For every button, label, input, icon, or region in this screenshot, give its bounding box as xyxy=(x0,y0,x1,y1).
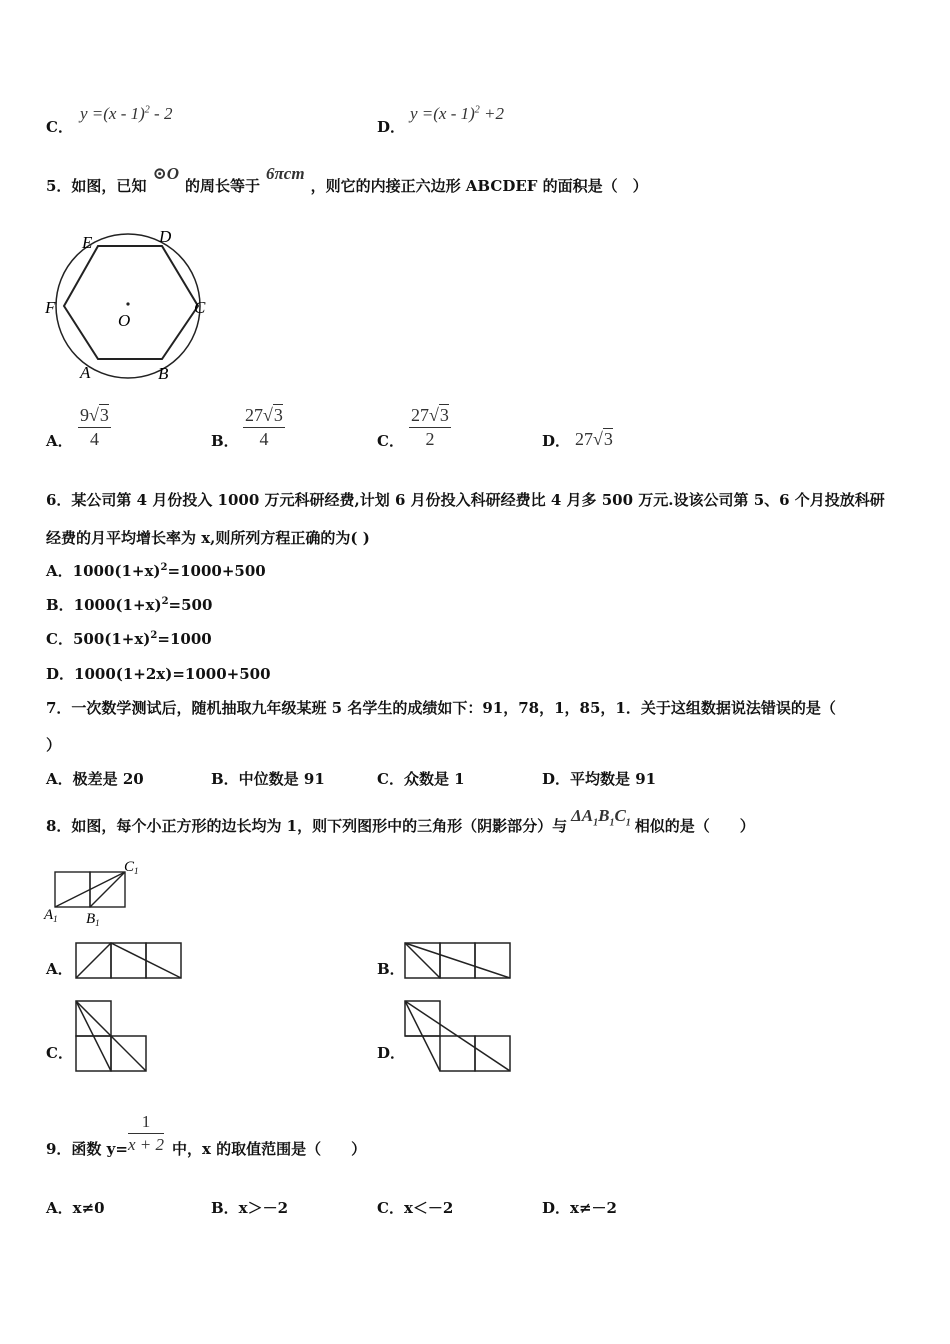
q5-option-b-label: B． xyxy=(211,432,239,450)
q5-perimeter: 6πcm xyxy=(266,164,305,183)
q8-ref-label-a1: $A_1$ xyxy=(44,907,58,924)
q9-stem-post: 中，x 的取值范围是（ ） xyxy=(172,1140,367,1158)
hex-label-a: A xyxy=(80,363,91,382)
q7-stem-line2: ） xyxy=(46,736,62,754)
q8-option-a-label: A． xyxy=(46,960,73,978)
q6-stem-line2: 经费的月平均增长率为 x,则所列方程正确的为( ) xyxy=(46,529,370,547)
hex-label-d: D xyxy=(159,227,172,246)
q5-option-c-value: 27√3 2 xyxy=(411,405,449,449)
q8-ref-label-b1: $B_1$ xyxy=(86,911,100,928)
q8-reference-figure xyxy=(44,857,154,927)
q8-option-a-figure xyxy=(74,941,186,979)
q8-option-b-figure xyxy=(403,941,515,979)
q5-stem: 5．如图，已知⊙O的周长等于6πcm，则它的内接正六边形 ABCDEF 的面积是（ ） xyxy=(46,164,648,195)
hex-label-e: E xyxy=(82,233,93,252)
q4-option-c-label: C． xyxy=(46,118,73,136)
q8-triangle-name: $\Delta A_1B_1C_1$ xyxy=(571,806,631,829)
q8-option-d-figure xyxy=(403,999,515,1073)
q8-stem: 8．如图，每个小正方形的边长均为 1，则下列图形中的三角形（阴影部分）与$\Delta A_1B_1C_1$ 相似的是（ ） xyxy=(46,806,755,835)
hex-label-o: O xyxy=(118,311,131,330)
hex-label-f: F xyxy=(45,298,56,317)
q4-option-c-expr: y =(x - 1)$^2$ - 2 xyxy=(80,104,173,123)
q5-option-a-value: 9√3 4 xyxy=(80,405,109,449)
q8-option-d-label: D． xyxy=(377,1044,406,1062)
q7-option-b: B．中位数是 91 xyxy=(211,770,325,788)
q6-option-a: A．$1000(1+x)^2=1000+500$ xyxy=(46,562,266,580)
q8-ref-label-c1: $C_1$ xyxy=(124,859,139,876)
q5-option-a-label: A． xyxy=(46,432,73,450)
q6-stem-line1: 6．某公司第 4 月份投入 1000 万元科研经费,计划 6 月份投入科研经费比 4 月多 500 万元.设该公司第 5、6 个月投放科研 xyxy=(46,491,885,509)
q5-option-b-value: 27√3 4 xyxy=(245,405,283,449)
q5-option-d-label: D． xyxy=(542,432,571,450)
q6-option-c: C．$500(1+x)^2=1000$ xyxy=(46,630,212,648)
q9-stem-pre: 9．函数 y= xyxy=(46,1140,128,1158)
q5-option-c-label: C． xyxy=(377,432,404,450)
q7-option-c: C．众数是 1 xyxy=(377,770,465,788)
q4-option-d-expr: y =(x - 1)$^2$ +2 xyxy=(410,104,505,123)
q8-option-c-figure xyxy=(74,999,150,1073)
q7-stem-line1: 7．一次数学测试后，随机抽取九年级某班 5 名学生的成绩如下：91，78，1，85，1．关于这组数据说法错误的是（ xyxy=(46,699,836,717)
q7-option-d: D．平均数是 91 xyxy=(542,770,657,788)
hex-label-c: C xyxy=(194,298,206,317)
q5-circle-symbol: ⊙O xyxy=(152,164,179,183)
q7-option-a: A．极差是 20 xyxy=(46,770,144,788)
q8-option-c-label: C． xyxy=(46,1044,73,1062)
q9-option-d: D．x≠－2 xyxy=(542,1199,617,1217)
q6-option-b: B．$1000(1+x)^2=500$ xyxy=(46,596,213,614)
q8-option-b-label: B． xyxy=(377,960,405,978)
q4-option-d-label: D． xyxy=(377,118,406,136)
q9-option-b: B．x＞－2 xyxy=(211,1199,289,1217)
q9-fraction: 1 x + 2 xyxy=(128,1112,165,1154)
q5-option-d-value: 27√3 xyxy=(575,429,613,449)
q9-option-a: A．x≠0 xyxy=(46,1199,105,1217)
q9-option-c: C．x＜－2 xyxy=(377,1199,454,1217)
hex-label-b: B xyxy=(158,364,169,383)
q5-hexagon-figure xyxy=(40,220,220,390)
q6-option-d: D．1000(1+2x)=1000+500 xyxy=(46,665,271,683)
